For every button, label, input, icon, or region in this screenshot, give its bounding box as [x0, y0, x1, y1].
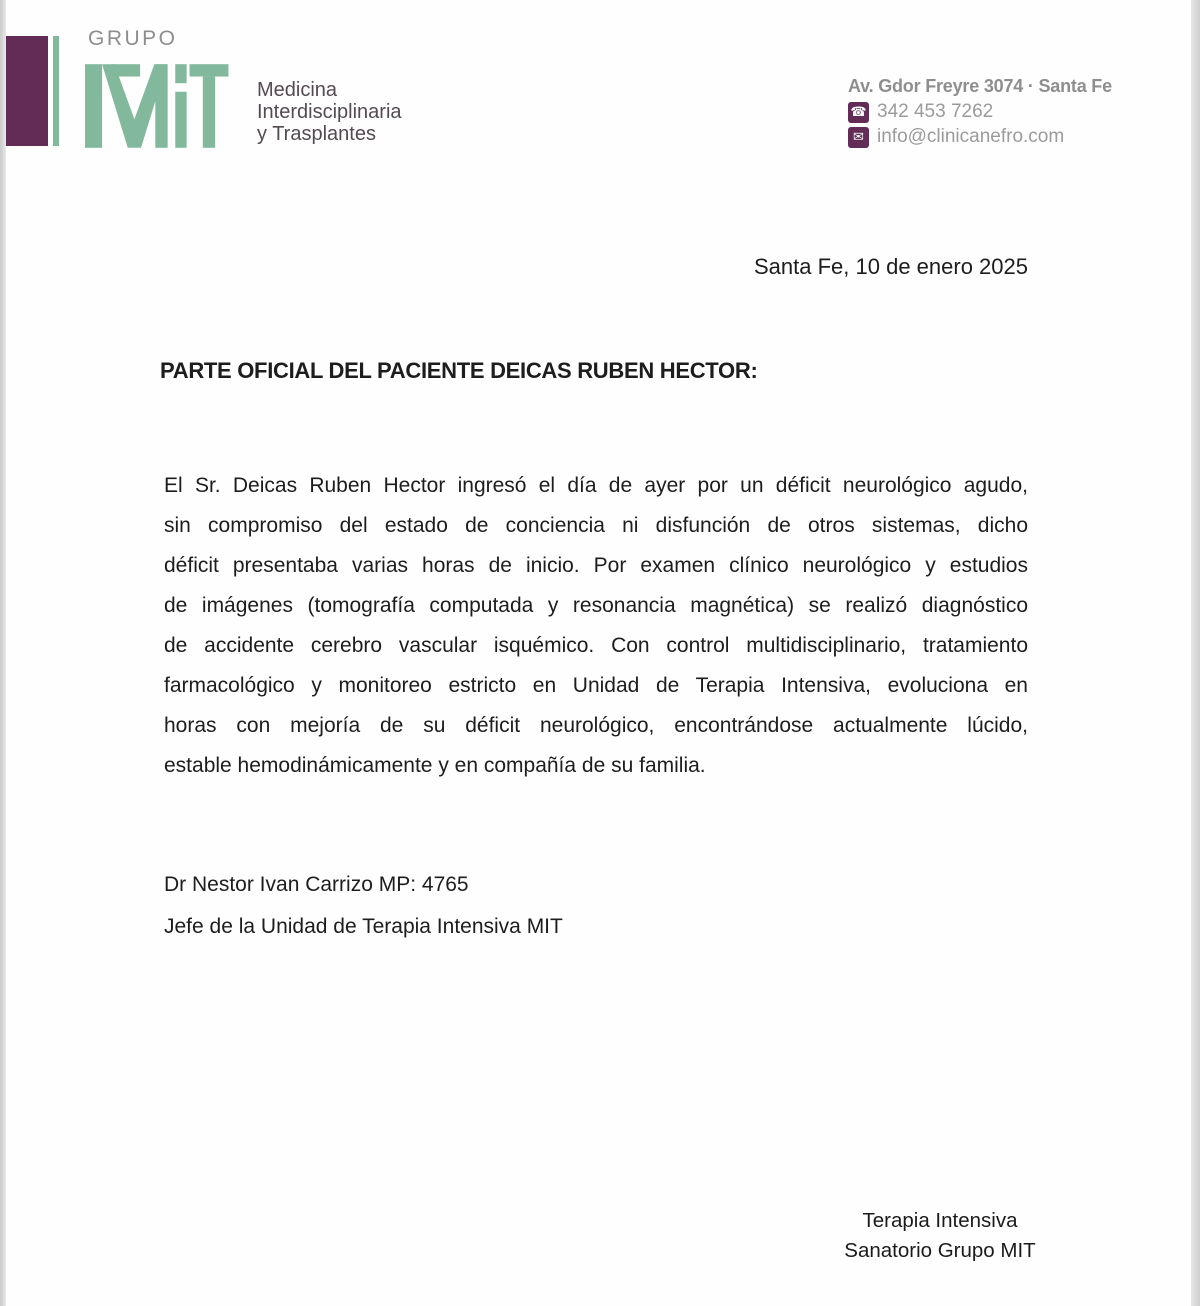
tagline-line: Interdisciplinaria	[257, 101, 402, 123]
body-line: déficit presentaba varias horas de inicio. Por examen clínico neurológico y estudios	[164, 554, 1028, 577]
subject-line: PARTE OFICIAL DEL PACIENTE DEICAS RUBEN HECTOR:	[160, 358, 758, 383]
body-line: farmacológico y monitoreo estricto en Unidad de Terapia Intensiva, evoluciona en	[164, 674, 1028, 697]
phone-number: 342 453 7262	[877, 101, 994, 122]
email-address: info@clinicanefro.com	[877, 126, 1065, 147]
contact-block	[848, 76, 1112, 148]
scan-edge-right	[1191, 0, 1200, 1306]
logo-grupo-text: GRUPO	[88, 27, 178, 50]
phone-icon: ☎	[848, 102, 869, 123]
logo-green-bar	[53, 36, 59, 146]
scan-edge-left	[0, 0, 6, 1306]
body-line: El Sr. Deicas Ruben Hector ingresó el día de ayer por un déficit neurológico agudo,	[164, 474, 1028, 497]
body-line: de accidente cerebro vascular isquémico. Con control multidisciplinario, tratamiento	[164, 634, 1028, 657]
logo-purple-block	[6, 36, 48, 146]
doctor-name-line: Dr Nestor Ivan Carrizo MP: 4765	[164, 873, 469, 896]
mit-logo-icon	[85, 62, 237, 150]
letter-body	[164, 466, 1028, 786]
body-line: horas con mejoría de su déficit neurológico, encontrándose actualmente lúcido,	[164, 714, 1028, 737]
date-line: Santa Fe, 10 de enero 2025	[754, 254, 1028, 279]
body-line: sin compromiso del estado de conciencia ni disfunción de otros sistemas, dicho	[164, 514, 1028, 537]
footer-block	[770, 1206, 1110, 1266]
body-line: de imágenes (tomografía computada y resonancia magnética) se realizó diagnóstico	[164, 594, 1028, 617]
footer-line: Sanatorio Grupo MIT	[844, 1239, 1036, 1262]
logo-tagline	[257, 79, 402, 145]
doctor-title-line: Jefe de la Unidad de Terapia Intensiva MIT	[164, 915, 563, 938]
tagline-line: y Trasplantes	[257, 123, 376, 145]
tagline-line: Medicina	[257, 79, 338, 101]
address-line: Av. Gdor Freyre 3074 · Santa Fe	[848, 76, 1112, 96]
envelope-icon: ✉	[848, 127, 869, 148]
email-row	[848, 126, 1112, 148]
body-line: estable hemodinámicamente y en compañía de su familia.	[164, 754, 706, 777]
signature-block	[164, 864, 563, 948]
phone-row	[848, 101, 1112, 123]
footer-line: Terapia Intensiva	[862, 1209, 1018, 1232]
